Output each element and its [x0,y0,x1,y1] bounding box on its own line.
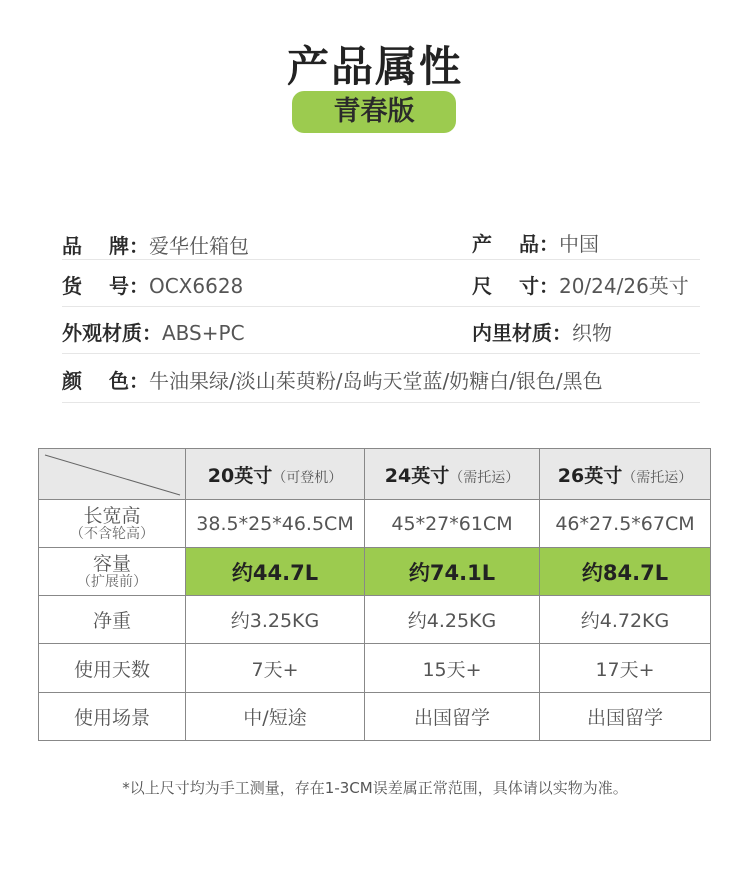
row-label: 长宽高 （不含轮高） [39,500,186,548]
table-row-weight [39,596,711,644]
table-cell: 45*27*61CM [365,500,540,548]
table-row-dimensions [39,500,711,548]
exterior-label: 外观材质： [62,321,162,345]
edition-badge: 青春版 [292,91,456,133]
table-cell: 中/短途 [186,693,365,741]
row-label: 净重 [39,596,186,644]
row-label: 容量 （扩展前） [39,548,186,596]
origin-label: 产 品： [472,232,559,256]
table-cell: 15天+ [365,644,540,693]
table-cell: 约84.7L [540,548,711,596]
spec-table [38,448,710,743]
spec-header-row [39,449,711,500]
diagonal-line [39,449,186,499]
page-title: 产品属性 [286,42,463,91]
row-label: 使用天数 [39,644,186,693]
column-header-26: 26英寸（需托运） [540,449,711,500]
table-cell: 出国留学 [365,693,540,741]
color-value: 牛油果绿/淡山茱萸粉/岛屿天堂蓝/奶糖白/银色/黑色 [148,369,603,393]
brand-value: 爱华仕箱包 [148,234,249,258]
row-label: 使用场景 [39,693,186,741]
lining-label: 内里材质： [472,321,572,345]
model-label: 货 号： [62,274,149,298]
property-row-material [62,307,700,354]
origin-value: 中国 [558,232,599,256]
table-cell: 46*27.5*67CM [540,500,711,548]
property-row-brand [62,218,700,260]
table-cell: 38.5*25*46.5CM [186,500,365,548]
table-cell: 约44.7L [186,548,365,596]
table-row-scenario [39,693,711,741]
lining-value: 织物 [572,321,612,345]
table-cell: 7天+ [186,644,365,693]
model-value: OCX6628 [148,274,244,298]
column-header-24: 24英寸（需托运） [365,449,540,500]
table-cell: 约4.72KG [540,596,711,644]
corner-cell [39,449,186,500]
size-label: 尺 寸： [472,274,559,298]
table-row-days [39,644,711,693]
property-row-color [62,354,700,403]
footnote: *以上尺寸均为手工测量，存在1-3CM误差属正常范围，具体请以实物为准。 [122,779,628,797]
exterior-value: ABS+PC [162,321,245,345]
table-cell: 约74.1L [365,548,540,596]
table-cell: 17天+ [540,644,711,693]
brand-label: 品 牌： [62,234,149,258]
color-label: 颜 色： [62,369,149,393]
size-value: 20/24/26英寸 [558,274,689,298]
table-cell: 约3.25KG [186,596,365,644]
column-header-20: 20英寸（可登机） [186,449,365,500]
table-row-capacity [39,548,711,596]
table-cell: 出国留学 [540,693,711,741]
table-cell: 约4.25KG [365,596,540,644]
property-row-model [62,260,700,307]
product-properties [62,218,700,403]
